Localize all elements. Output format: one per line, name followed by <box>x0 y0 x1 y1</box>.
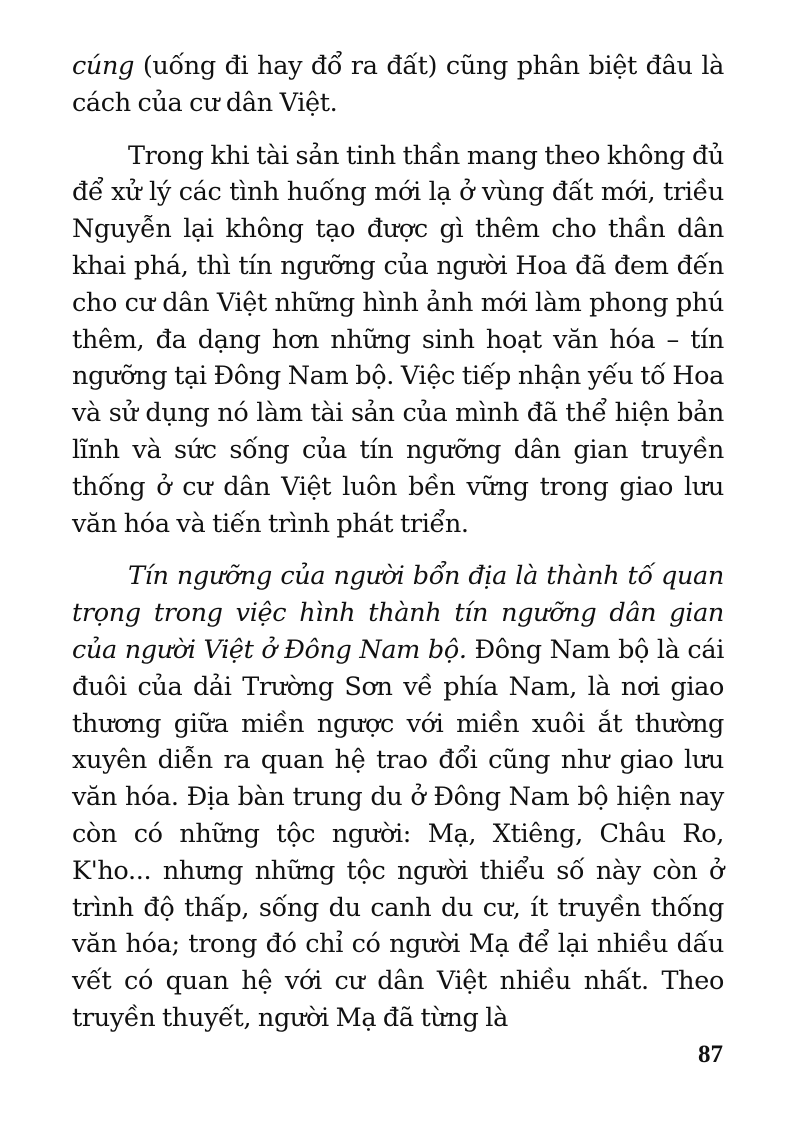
paragraph-1-text: (uống đi hay đổ ra đất) cũng phân biệt đâu là cách của cư dân Việt. <box>72 51 724 118</box>
page-body <box>72 48 724 1037</box>
paragraph-1 <box>72 48 724 122</box>
paragraph-1-italic-lead: cúng <box>72 51 135 81</box>
paragraph-3-italic-lead: Tín ngưỡng của người bổn địa là thành tố quan trọng trong việc hình thành tín ngưỡng dân gian của người Việt ở Đông Nam bộ. <box>72 561 724 665</box>
paragraph-2 <box>72 138 724 543</box>
paragraph-3 <box>72 558 724 1036</box>
paragraph-3-text: Đông Nam bộ là cái đuôi của dải Trường Sơn về phía Nam, là nơi giao thương giữa miền ngược với miền xuôi ắt thường xuyên diễn ra quan hệ trao đổi cũng như giao lưu văn hóa. Địa bàn trung du ở Đông Nam bộ hiện nay còn có những tộc người: Mạ, Xtiêng, Châu Ro, K'ho... nhưng những tộc người thiểu số này còn ở trình độ thấp, sống du canh du cư, ít truyền thống văn hóa; trong đó chỉ có người Mạ để lại nhiều dấu vết có quan hệ với cư dân Việt nhiều nhất. Theo truyền thuyết, người Mạ đã từng là <box>72 634 725 1033</box>
page-number: 87 <box>698 1041 723 1068</box>
paragraph-2-text: Trong khi tài sản tinh thần mang theo không đủ để xử lý các tình huống mới lạ ở vùng đất mới, triều Nguyễn lại không tạo được gì thêm cho thần dân khai phá, thì tín ngưỡng của người Hoa đã đem đến cho cư dân Việt những hình ảnh mới làm phong phú thêm, đa dạng hơn những sinh hoạt văn hóa – tín ngưỡng tại Đông Nam bộ. Việc tiếp nhận yếu tố Hoa và sử dụng nó làm tài sản của mình đã thể hiện bản lĩnh và sức sống của tín ngưỡng dân gian truyền thống ở cư dân Việt luôn bền vững trong giao lưu văn hóa và tiến trình phát triển. <box>72 140 724 539</box>
